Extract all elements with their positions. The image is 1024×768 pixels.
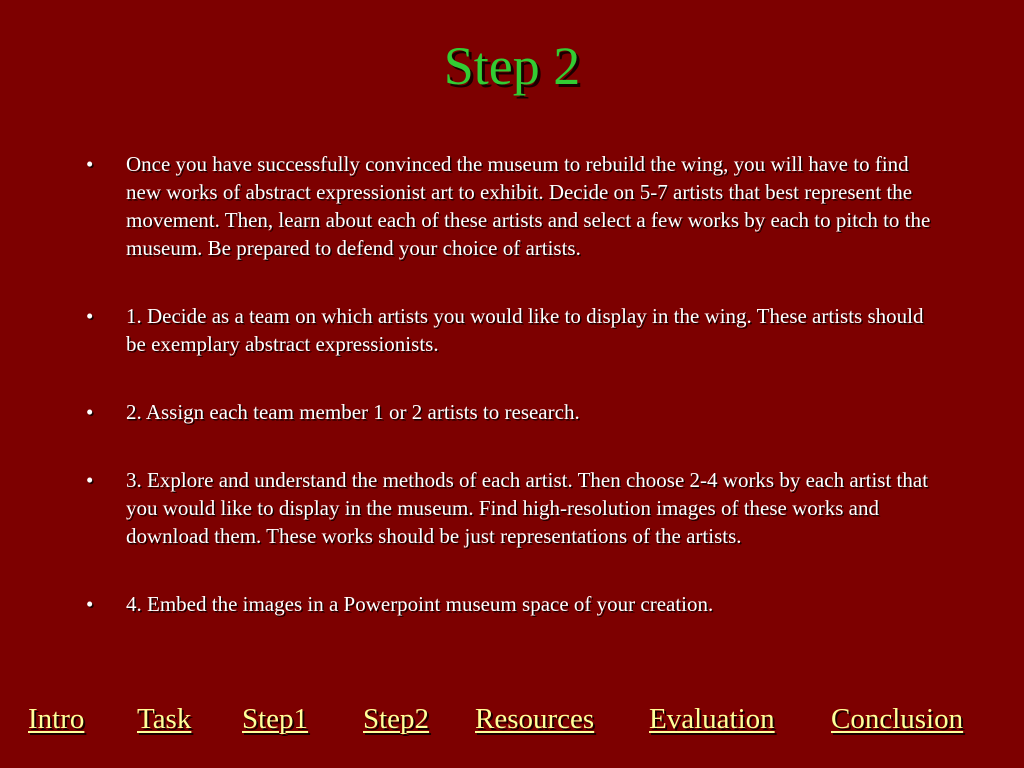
bullet-dot: • bbox=[86, 468, 94, 492]
bullet-text: 1. Decide as a team on which artists you would like to display in the wing. These artists should be exemplary abstract expressionists. bbox=[126, 304, 924, 356]
bullet-dot: • bbox=[86, 304, 94, 328]
nav-link-evaluation[interactable]: Evaluation bbox=[649, 703, 775, 735]
bullet-text: 3. Explore and understand the methods of each artist. Then choose 2-4 works by each artist that you would like to display in the museum. Find high-resolution images of these works and download them. These works should be just representations of the artists. bbox=[126, 468, 929, 548]
bullet-dot: • bbox=[86, 400, 94, 424]
bullet-item bbox=[82, 150, 942, 262]
nav-link-task[interactable]: Task bbox=[137, 703, 192, 735]
bullet-text: Once you have successfully convinced the museum to rebuild the wing, you will have to find new works of abstract expressionist art to exhibit. Decide on 5-7 artists that best represent the movement. Then, learn about each of these artists and select a few works by each to pitch to the museum. Be prepared to defend your choice of artists. bbox=[126, 152, 931, 260]
slide-title: Step 2 bbox=[443, 36, 581, 96]
nav-link-step2[interactable]: Step2 bbox=[363, 703, 430, 735]
bullet-item bbox=[82, 302, 942, 358]
bullet-dot: • bbox=[86, 152, 94, 176]
nav-link-intro[interactable]: Intro bbox=[28, 703, 85, 735]
nav-bar bbox=[0, 700, 1024, 740]
bullet-text: 4. Embed the images in a Powerpoint museum space of your creation. bbox=[126, 592, 714, 616]
bullet-dot: • bbox=[86, 592, 94, 616]
bullet-text: 2. Assign each team member 1 or 2 artists to research. bbox=[126, 400, 580, 424]
nav-link-resources[interactable]: Resources bbox=[475, 703, 595, 735]
bullet-item bbox=[82, 398, 942, 426]
bullet-item bbox=[82, 466, 942, 550]
nav-link-step1[interactable]: Step1 bbox=[242, 703, 309, 735]
bullet-list bbox=[82, 150, 942, 618]
nav-link-conclusion[interactable]: Conclusion bbox=[831, 703, 964, 735]
bullet-item bbox=[82, 590, 942, 618]
